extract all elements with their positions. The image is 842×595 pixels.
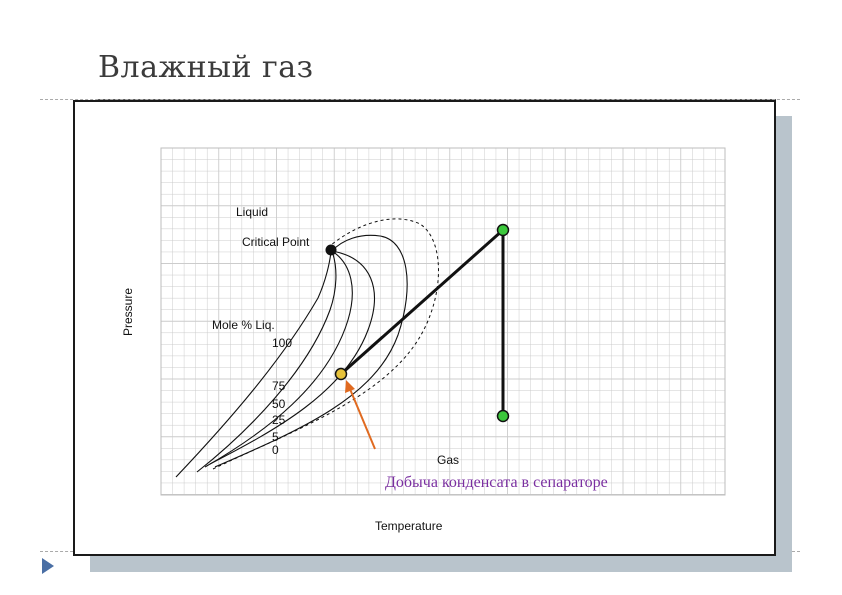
quality-label-0: 0 <box>272 443 279 457</box>
reservoir-initial-point <box>498 225 509 236</box>
quality-label-5: 5 <box>272 430 279 444</box>
quality-label-50: 50 <box>272 397 286 411</box>
dew-point-envelope <box>213 219 439 469</box>
slide-title: Влажный газ <box>98 50 314 85</box>
reservoir-abandonment-point <box>498 411 509 422</box>
gas-label: Gas <box>437 453 460 467</box>
x-axis-label: Temperature <box>375 519 443 533</box>
quality-label-25: 25 <box>272 413 286 427</box>
quality-label-75: 75 <box>272 379 286 393</box>
critical-point-label: Critical Point <box>242 235 310 249</box>
separator-caption: Добыча конденсата в сепараторе <box>385 474 608 491</box>
separator-point <box>336 369 347 380</box>
critical-point-marker <box>326 245 337 256</box>
mole-percent-label: Mole % Liq. <box>212 318 275 332</box>
separator-path-line <box>341 230 503 374</box>
y-axis-label: Pressure <box>121 287 135 336</box>
quality-label-100: 100 <box>272 336 293 350</box>
separator-arrow <box>350 389 375 449</box>
liquid-label: Liquid <box>236 205 269 219</box>
quality-curve-75 <box>197 251 336 472</box>
